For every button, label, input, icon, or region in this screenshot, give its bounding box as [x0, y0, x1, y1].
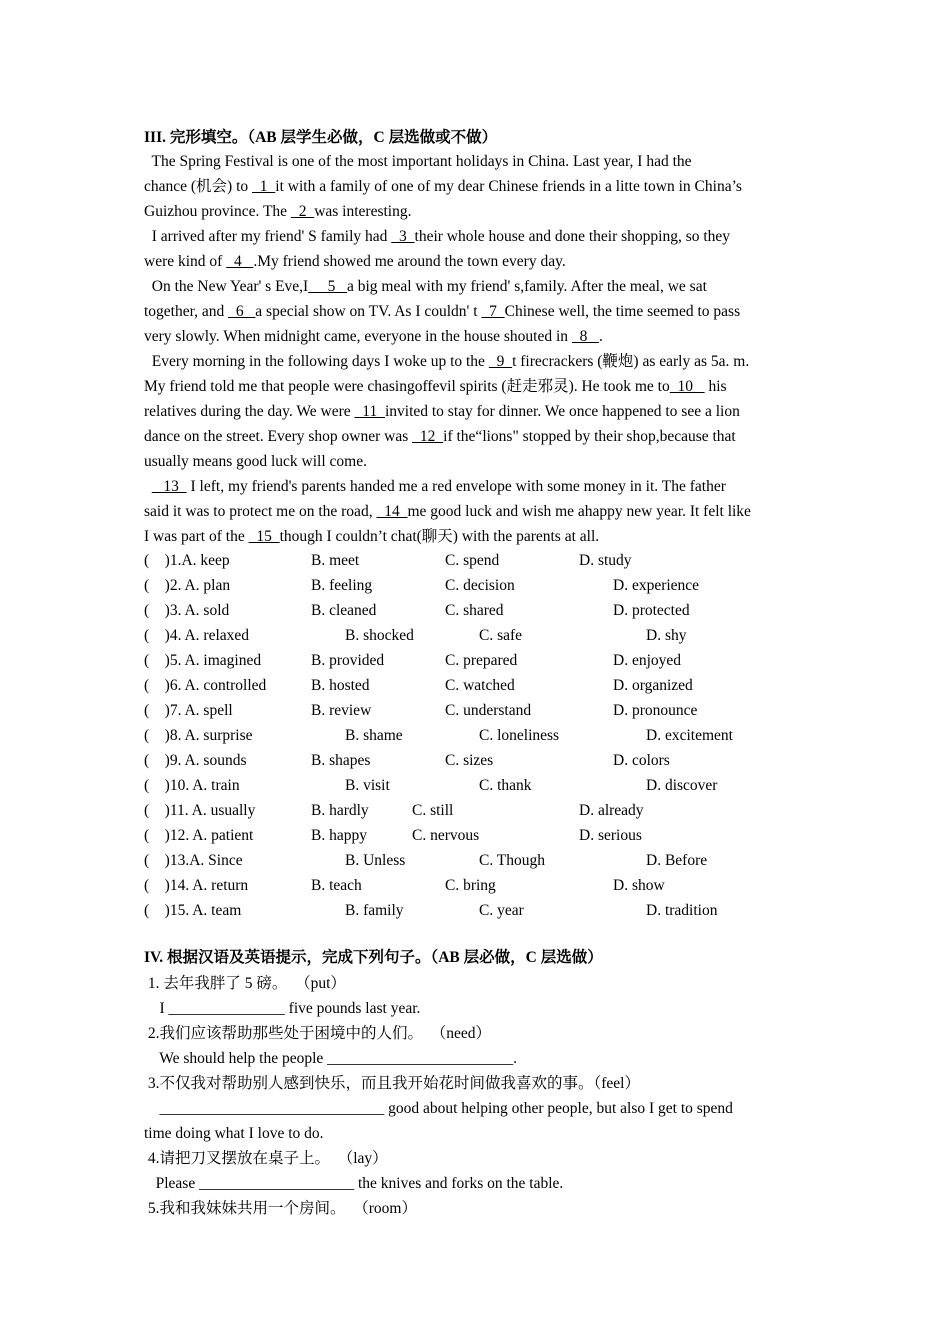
passage-text: a special show on TV. As I couldn' t: [255, 303, 482, 320]
section3-heading: III. 完形填空。（AB 层学生必做，C 层选做或不做）: [144, 129, 498, 146]
option-c: C. safe: [479, 627, 523, 644]
cloze-blank: 4: [226, 253, 254, 270]
option-d: D. pronounce: [613, 702, 698, 719]
question-number-option-a: ( )12. A. patient: [144, 827, 254, 844]
passage-text: .: [599, 328, 603, 345]
passage-text: were kind of: [144, 253, 227, 270]
exercise-line: Please ____________________ the knives and forks on the table.: [144, 1175, 564, 1192]
question-number-option-a: ( )9. A. sounds: [144, 752, 247, 769]
option-d: D. Before: [646, 852, 708, 869]
question-number-option-a: ( )13.A. Since: [144, 852, 243, 869]
option-c: C. thank: [479, 777, 532, 794]
option-c: C. sizes: [445, 752, 494, 769]
cloze-blank: 14: [376, 503, 408, 520]
option-b: B. hardly: [311, 802, 369, 819]
question-number-option-a: ( )2. A. plan: [144, 577, 231, 594]
passage-text: me good luck and wish me ahappy new year. It felt like: [407, 503, 751, 520]
passage-text: My friend told me that people were chasingoffevil spirits (赶走邪灵). He took me to: [144, 378, 670, 395]
passage-text: together, and: [144, 303, 229, 320]
passage-line: [144, 302, 740, 322]
option-d: D. discover: [646, 777, 718, 794]
question-number-option-a: ( )14. A. return: [144, 877, 249, 894]
option-c: C. shared: [445, 602, 504, 619]
option-b: B. teach: [311, 877, 362, 894]
cloze-blank: 7: [481, 303, 505, 320]
passage-text: t firecrackers (鞭炮) as early as 5a. m.: [512, 353, 750, 370]
exercise-line: 3.不仅我对帮助别人感到快乐，而且我开始花时间做我喜欢的事。（feel）: [144, 1075, 640, 1092]
passage-text: invited to stay for dinner. We once happened to see a lion: [384, 403, 740, 420]
option-d: D. organized: [613, 677, 693, 694]
passage-text: it with a family of one of my dear Chinese friends in a litte town in China’s: [275, 178, 742, 195]
passage-line: [144, 227, 730, 247]
option-c: C. prepared: [445, 652, 518, 669]
passage-line: [144, 327, 603, 347]
passage-text: his: [704, 378, 727, 395]
passage-text: [144, 478, 152, 495]
exercise-line: time doing what I love to do.: [144, 1125, 324, 1142]
option-c: C. bring: [445, 877, 496, 894]
option-d: D. shy: [646, 627, 687, 644]
cloze-blank: 2: [290, 203, 315, 220]
passage-text: their whole house and done their shopping, so they: [414, 228, 731, 245]
option-b: B. happy: [311, 827, 367, 844]
passage-text: Every morning in the following days I woke up to the: [144, 353, 489, 370]
question-number-option-a: ( )3. A. sold: [144, 602, 230, 619]
cloze-blank: 12: [412, 428, 444, 445]
option-b: B. review: [311, 702, 372, 719]
option-b: B. cleaned: [311, 602, 377, 619]
passage-text: though I couldn’t chat(聊天) with the parents at all.: [279, 528, 600, 545]
exercise-line: I _______________ five pounds last year.: [144, 1000, 421, 1017]
passage-text: Guizhou province. The: [144, 203, 291, 220]
section4-heading: IV. 根据汉语及英语提示，完成下列句子。（AB 层必做，C 层选做）: [144, 949, 603, 966]
passage-line: [144, 352, 749, 372]
option-c: C. loneliness: [479, 727, 560, 744]
question-number-option-a: ( )8. A. surprise: [144, 727, 253, 744]
option-b: B. shame: [345, 727, 403, 744]
passage-text: if the“lions" stopped by their shop,because that: [443, 428, 736, 445]
passage-line: [144, 152, 692, 172]
cloze-blank: 8: [571, 328, 600, 345]
cloze-blank: 10: [669, 378, 705, 395]
passage-text: said it was to protect me on the road,: [144, 503, 377, 520]
option-c: C. still: [412, 802, 454, 819]
passage-text: The Spring Festival is one of the most important holidays in China. Last year, I had the: [144, 153, 692, 170]
option-d: D. colors: [613, 752, 670, 769]
passage-text: Chinese well, the time seemed to pass: [504, 303, 741, 320]
option-d: D. serious: [579, 827, 642, 844]
question-number-option-a: ( )7. A. spell: [144, 702, 233, 719]
option-d: D. protected: [613, 602, 690, 619]
option-c: C. spend: [445, 552, 500, 569]
option-c: C. nervous: [412, 827, 480, 844]
passage-text: I arrived after my friend' S family had: [144, 228, 392, 245]
passage-line: [144, 377, 727, 397]
option-b: B. family: [345, 902, 404, 919]
option-d: D. show: [613, 877, 665, 894]
option-d: D. already: [579, 802, 644, 819]
exercise-line: 2.我们应该帮助那些处于困境中的人们。 （need）: [144, 1025, 492, 1042]
option-b: B. shapes: [311, 752, 371, 769]
passage-line: [144, 252, 566, 272]
option-c: C. year: [479, 902, 524, 919]
passage-line: [144, 277, 707, 297]
option-b: B. shocked: [345, 627, 414, 644]
passage-text: dance on the street. Every shop owner was: [144, 428, 413, 445]
option-d: D. excitement: [646, 727, 733, 744]
option-b: B. feeling: [311, 577, 373, 594]
option-c: C. Though: [479, 852, 546, 869]
cloze-blank: 15: [248, 528, 280, 545]
exercise-line: 4.请把刀叉摆放在桌子上。 （lay）: [144, 1150, 388, 1167]
passage-text: I left, my friend's parents handed me a red envelope with some money in it. The father: [186, 478, 726, 495]
option-d: D. tradition: [646, 902, 718, 919]
option-b: B. hosted: [311, 677, 370, 694]
passage-line: [144, 477, 726, 497]
cloze-blank: 11: [354, 403, 385, 420]
question-number-option-a: ( )1.A. keep: [144, 552, 230, 569]
passage-text: chance (机会) to: [144, 178, 253, 195]
passage-text: On the New Year' s Eve,I: [144, 278, 309, 295]
option-c: C. understand: [445, 702, 532, 719]
passage-text: relatives during the day. We were: [144, 403, 355, 420]
cloze-blank: 6: [228, 303, 256, 320]
question-number-option-a: ( )6. A. controlled: [144, 677, 267, 694]
passage-line: [144, 452, 367, 472]
exercise-line: We should help the people ________________________.: [144, 1050, 518, 1067]
passage-line: [144, 402, 740, 422]
option-c: C. watched: [445, 677, 515, 694]
passage-text: usually means good luck will come.: [144, 453, 367, 470]
passage-text: was interesting.: [314, 203, 412, 220]
passage-text: I was part of the: [144, 528, 249, 545]
cloze-blank: 5: [308, 278, 347, 295]
passage-line: [144, 427, 736, 447]
exercise-line: 5.我和我妹妹共用一个房间。 （room）: [144, 1200, 417, 1217]
passage-line: [144, 502, 751, 522]
question-number-option-a: ( )11. A. usually: [144, 802, 256, 819]
question-number-option-a: ( )4. A. relaxed: [144, 627, 250, 644]
exercise-line: _____________________________ good about helping other people, but also I get to spend: [144, 1100, 733, 1117]
cloze-blank: 9: [488, 353, 513, 370]
option-c: C. decision: [445, 577, 515, 594]
cloze-blank: 13: [151, 478, 187, 495]
passage-text: very slowly. When midnight came, everyone in the house shouted in: [144, 328, 572, 345]
option-b: B. provided: [311, 652, 385, 669]
passage-text: a big meal with my friend' s,family. After the meal, we sat: [346, 278, 707, 295]
question-number-option-a: ( )10. A. train: [144, 777, 240, 794]
passage-text: .My friend showed me around the town every day.: [253, 253, 566, 270]
option-d: D. study: [579, 552, 632, 569]
question-number-option-a: ( )5. A. imagined: [144, 652, 262, 669]
option-b: B. Unless: [345, 852, 406, 869]
cloze-blank: 3: [391, 228, 415, 245]
exercise-line: 1. 去年我胖了 5 磅。 （put）: [144, 975, 346, 992]
option-d: D. experience: [613, 577, 700, 594]
passage-line: [144, 527, 599, 547]
cloze-blank: 1: [252, 178, 276, 195]
passage-line: [144, 177, 742, 197]
option-b: B. visit: [345, 777, 390, 794]
passage-line: [144, 202, 411, 222]
question-number-option-a: ( )15. A. team: [144, 902, 242, 919]
option-d: D. enjoyed: [613, 652, 682, 669]
option-b: B. meet: [311, 552, 360, 569]
